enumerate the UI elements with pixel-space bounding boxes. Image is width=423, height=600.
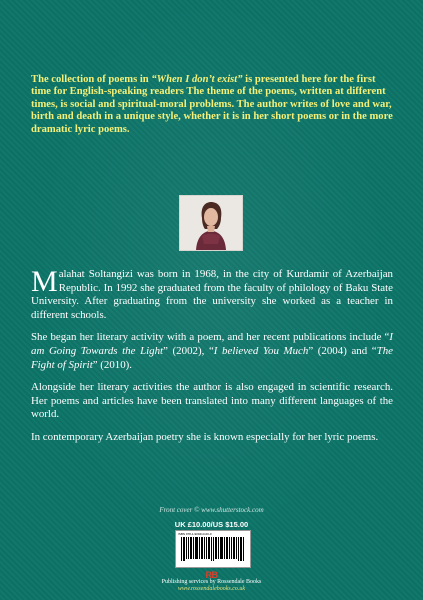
blurb-body: is presented here for the first time for English-speaking readers The theme of the poems, written at different times, is social and spiritual-moral problems. The author writes of love and war, birth and death in a unique style, whether it is in her short poems or in the more dramatic lyric poems. <box>31 74 393 135</box>
publisher-website[interactable]: www.rossendalebooks.co.uk <box>177 586 246 592</box>
publisher-info <box>0 579 423 593</box>
isbn-text: ISBN 978-1-909413-00-0 <box>178 532 212 536</box>
publisher-name: Publishing services by Rossendale Books <box>161 579 262 585</box>
publisher-logo: RB <box>205 570 218 580</box>
price-label: UK £10.00/US $15.00 <box>174 520 249 529</box>
bio-paragraph-4: In contemporary Azerbaijan poetry she is known especially for her lyric poems. <box>31 430 379 443</box>
book-title: “When I don’t exist” <box>151 74 243 85</box>
cover-credit: Front cover © www.shutterstock.com <box>159 506 264 514</box>
barcode-bars <box>176 531 250 567</box>
author-photo <box>179 195 243 251</box>
bio-paragraph-2: She began her literary activity with a poem, and her recent publications include “I am Going Towards the Light” (2002), “I believed You Much” (2004) and “The Fight of Spirit” (2010). <box>31 331 393 371</box>
bio-paragraph-3: Alongside her literary activities the author is also engaged in scientific research. Her poems and articles have been translated into many different languages of the world. <box>31 381 393 421</box>
barcode <box>175 530 251 568</box>
bio-paragraph-1: Malahat Soltangizi was born in 1968, in the city of Kurdamir of Azerbaijan Republic. In 1992 she graduated from the faculty of philology of Baku State University. After graduating from the university she worked as a teacher in different schools. <box>31 265 393 321</box>
blurb-intro: The collection of poems in <box>31 74 152 85</box>
author-portrait-image <box>180 196 242 250</box>
back-cover-blurb <box>31 74 395 136</box>
drop-cap: M <box>31 265 58 298</box>
author-biography <box>31 265 393 454</box>
